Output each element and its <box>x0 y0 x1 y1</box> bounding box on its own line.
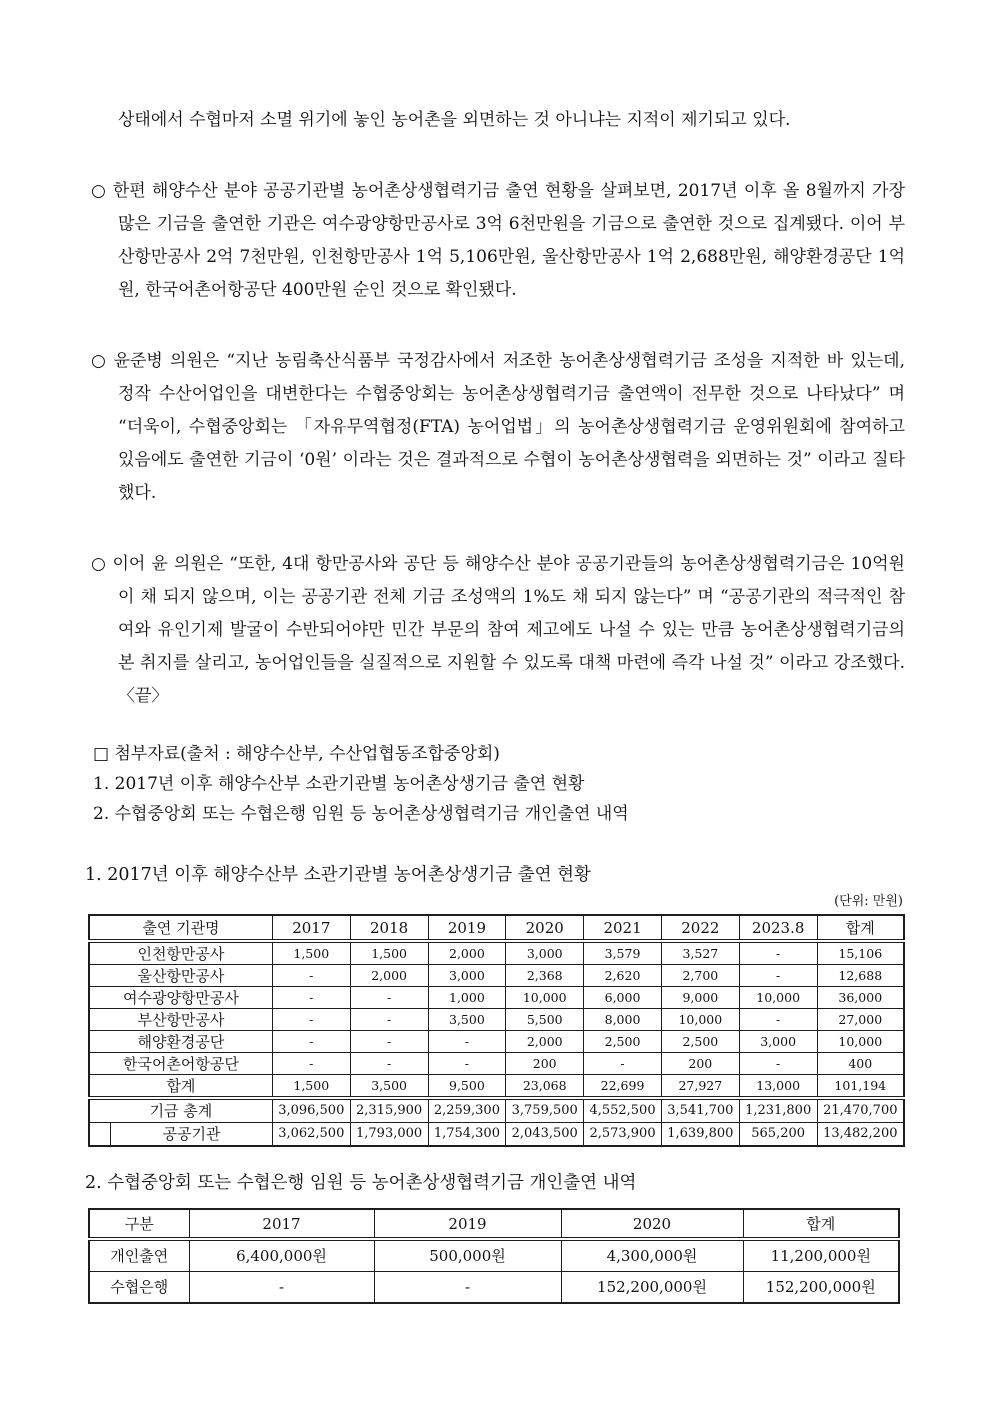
cell-value: 2,315,900 <box>350 1098 428 1122</box>
attachment-title-text: 첨부자료(출처 : 해양수산부, 수산업협동조합중앙회) <box>114 744 500 764</box>
cell-value: 152,200,000원 <box>743 1271 899 1303</box>
cell-value: 5,500 <box>506 1009 584 1031</box>
circle-bullet-icon: ○ <box>91 351 108 371</box>
column-header: 2018 <box>350 915 428 941</box>
cell-value: - <box>739 1053 817 1075</box>
cell-value: 3,527 <box>661 941 739 965</box>
cell-value: 152,200,000원 <box>561 1271 743 1303</box>
cell-value: - <box>272 1009 350 1031</box>
cell-value: 11,200,000원 <box>743 1239 899 1271</box>
table-row <box>89 1075 904 1099</box>
row-label: 기금 총계 <box>89 1098 272 1122</box>
cell-value: 10,000 <box>661 1009 739 1031</box>
cell-value: 3,000 <box>428 965 506 987</box>
cell-value: 3,096,500 <box>272 1098 350 1122</box>
cell-value: 2,259,300 <box>428 1098 506 1122</box>
table-header-row <box>89 1209 899 1239</box>
row-label: 인천항만공사 <box>89 941 272 965</box>
column-header: 2017 <box>189 1209 374 1239</box>
cell-value: 9,000 <box>661 987 739 1009</box>
cell-value: - <box>428 1031 506 1053</box>
cell-value: 1,793,000 <box>350 1122 428 1146</box>
row-label: 한국어촌어항공단 <box>89 1053 272 1075</box>
cell-value: 3,541,700 <box>661 1098 739 1122</box>
cell-value: - <box>350 1053 428 1075</box>
cell-value: 6,000 <box>584 987 662 1009</box>
row-label: 공공기관 <box>111 1122 273 1146</box>
cell-value: 36,000 <box>817 987 904 1009</box>
cell-value: - <box>189 1271 374 1303</box>
cell-value: 10,000 <box>817 1031 904 1053</box>
cell-value: 400 <box>817 1053 904 1075</box>
column-header: 2020 <box>561 1209 743 1239</box>
unit-label: (단위: 만원) <box>834 894 903 909</box>
cell-value: - <box>350 1009 428 1031</box>
cell-value: 1,639,800 <box>661 1122 739 1146</box>
cell-value: 101,194 <box>817 1075 904 1099</box>
paragraph <box>85 175 905 307</box>
cell-value: - <box>739 941 817 965</box>
cell-value: 10,000 <box>506 987 584 1009</box>
paragraph-text: 윤준병 의원은 “지난 농림축산식품부 국정감사에서 저조한 농어촌상생협력기금 조성을 지적한 바 있는데, 정작 수산어업인을 대변한다는 수협중앙회는 농어촌상생협력기금 출연액이 전무한 것으로 나타났다” 며 “더욱이, 수협중앙회는 「자유무역협정(FTA) 농어업법」의 농어촌상생협력기금 운영위원회에 참여하고 있음에도 출연한 기금이 ‘0원’ 이라는 것은 결과적으로 수협이 농어촌상생협력을 외면하는 것” 이라고 질타했다. <box>113 351 905 503</box>
paragraph <box>85 345 905 510</box>
column-header: 출연 기관명 <box>89 915 272 941</box>
section-1-heading: 1. 2017년 이후 해양수산부 소관기관별 농어촌상생기금 출연 현황 <box>85 865 591 885</box>
cell-value: 2,368 <box>506 965 584 987</box>
cell-value: 4,300,000원 <box>561 1239 743 1271</box>
paragraph <box>85 548 905 713</box>
cell-value: 2,500 <box>661 1031 739 1053</box>
table-row <box>89 1122 904 1146</box>
cell-value: 13,482,200 <box>817 1122 904 1146</box>
cell-value: 565,200 <box>739 1122 817 1146</box>
paragraph-continuation: 상태에서 수협마저 소멸 위기에 놓인 농어촌을 외면하는 것 아니냐는 지적이 제기되고 있다. <box>118 110 791 130</box>
cell-value: 1,500 <box>272 1075 350 1099</box>
table-row <box>89 1239 899 1271</box>
cell-value: 3,500 <box>350 1075 428 1099</box>
table-row <box>89 1009 904 1031</box>
cell-value: - <box>739 1009 817 1031</box>
row-label: 수협은행 <box>89 1271 189 1303</box>
fund-contribution-table <box>88 914 905 1147</box>
cell-value: 2,500 <box>584 1031 662 1053</box>
cell-value: 22,699 <box>584 1075 662 1099</box>
cell-value: 4,552,500 <box>584 1098 662 1122</box>
cell-value: 3,000 <box>739 1031 817 1053</box>
cell-value: - <box>350 987 428 1009</box>
cell-value: - <box>739 965 817 987</box>
row-label: 울산항만공사 <box>89 965 272 987</box>
cell-value: 3,579 <box>584 941 662 965</box>
cell-value: 13,000 <box>739 1075 817 1099</box>
row-label: 합계 <box>89 1075 272 1099</box>
cell-value: - <box>584 1053 662 1075</box>
indent-spacer <box>89 1122 111 1146</box>
table-row <box>89 965 904 987</box>
column-header: 2020 <box>506 915 584 941</box>
cell-value: 23,068 <box>506 1075 584 1099</box>
circle-bullet-icon: ○ <box>91 554 107 574</box>
paragraph-text: 이어 윤 의원은 “또한, 4대 항만공사와 공단 등 해양수산 분야 공공기관들의 농어촌상생협력기금은 10억원이 채 되지 않으며, 이는 공공기관 전체 기금 조성액의 1%도 채 되지 않는다” 며 “공공기관의 적극적인 참여와 유인기제 발굴이 수반되어야만 민간 부문의 참여 제고에도 나설 수 있는 만큼 농어촌상생협력기금의 본 취지를 살리고, 농어업인들을 실질적으로 지원할 수 있도록 대책 마련에 즉각 나설 것” 이라고 강조했다. 〈끝〉 <box>112 554 905 706</box>
table-header-row <box>89 915 904 941</box>
column-header: 2019 <box>428 915 506 941</box>
cell-value: 8,000 <box>584 1009 662 1031</box>
cell-value: 27,927 <box>661 1075 739 1099</box>
cell-value: - <box>350 1031 428 1053</box>
column-header: 2022 <box>661 915 739 941</box>
column-header: 구분 <box>89 1209 189 1239</box>
circle-bullet-icon: ○ <box>91 181 107 201</box>
cell-value: 2,573,900 <box>584 1122 662 1146</box>
row-label: 개인출연 <box>89 1239 189 1271</box>
cell-value: 1,231,800 <box>739 1098 817 1122</box>
column-header: 2019 <box>374 1209 561 1239</box>
cell-value: 2,000 <box>506 1031 584 1053</box>
cell-value: 1,000 <box>428 987 506 1009</box>
row-label: 부산항만공사 <box>89 1009 272 1031</box>
cell-value: - <box>374 1271 561 1303</box>
cell-value: 2,700 <box>661 965 739 987</box>
cell-value: 2,000 <box>428 941 506 965</box>
cell-value: 3,000 <box>506 941 584 965</box>
cell-value: - <box>272 965 350 987</box>
column-header: 2017 <box>272 915 350 941</box>
attachment-title <box>85 739 905 769</box>
column-header: 합계 <box>817 915 904 941</box>
column-header: 2021 <box>584 915 662 941</box>
cell-value: 1,500 <box>350 941 428 965</box>
section-2-heading: 2. 수협중앙회 또는 수협은행 임원 등 농어촌상생협력기금 개인출연 내역 <box>85 1173 637 1193</box>
paragraph-text: 한편 해양수산 분야 공공기관별 농어촌상생협력기금 출연 현황을 살펴보면, 2017년 이후 올 8월까지 가장 많은 기금을 출연한 기관은 여수광양항만공사로 3억 6천만원을 기금으로 출연한 것으로 집계됐다. 이어 부산항만공사 2억 7천만원, 인천항만공사 1억 5,106만원, 울산항만공사 1억 2,688만원, 해양환경공단 1억원, 한국어촌어항공단 400만원 순인 것으로 확인됐다. <box>112 181 905 300</box>
column-header: 2023.8 <box>739 915 817 941</box>
cell-value: 6,400,000원 <box>189 1239 374 1271</box>
row-label: 여수광양항만공사 <box>89 987 272 1009</box>
cell-value: 10,000 <box>739 987 817 1009</box>
attachment-item: 1. 2017년 이후 해양수산부 소관기관별 농어촌상생기금 출연 현황 <box>93 774 585 794</box>
cell-value: 9,500 <box>428 1075 506 1099</box>
cell-value: 2,620 <box>584 965 662 987</box>
cell-value: 3,759,500 <box>506 1098 584 1122</box>
personal-contribution-table <box>88 1208 900 1304</box>
table-row <box>89 1271 899 1303</box>
table-row <box>89 941 904 965</box>
attachment-section <box>85 739 905 829</box>
table-row <box>89 987 904 1009</box>
attachment-item: 2. 수협중앙회 또는 수협은행 임원 등 농어촌상생협력기금 개인출연 내역 <box>93 804 629 824</box>
cell-value: 2,000 <box>350 965 428 987</box>
cell-value: 3,062,500 <box>272 1122 350 1146</box>
cell-value: 27,000 <box>817 1009 904 1031</box>
table-row <box>89 1031 904 1053</box>
row-label: 해양환경공단 <box>89 1031 272 1053</box>
cell-value: 21,470,700 <box>817 1098 904 1122</box>
cell-value: 12,688 <box>817 965 904 987</box>
table-row <box>89 1053 904 1075</box>
cell-value: 500,000원 <box>374 1239 561 1271</box>
cell-value: 2,043,500 <box>506 1122 584 1146</box>
cell-value: 1,754,300 <box>428 1122 506 1146</box>
cell-value: - <box>272 987 350 1009</box>
cell-value: 200 <box>506 1053 584 1075</box>
cell-value: - <box>272 1031 350 1053</box>
cell-value: 3,500 <box>428 1009 506 1031</box>
table-row <box>89 1098 904 1122</box>
cell-value: 1,500 <box>272 941 350 965</box>
cell-value: - <box>272 1053 350 1075</box>
square-bullet-icon: □ <box>93 744 110 764</box>
cell-value: 200 <box>661 1053 739 1075</box>
column-header: 합계 <box>743 1209 899 1239</box>
cell-value: - <box>428 1053 506 1075</box>
cell-value: 15,106 <box>817 941 904 965</box>
